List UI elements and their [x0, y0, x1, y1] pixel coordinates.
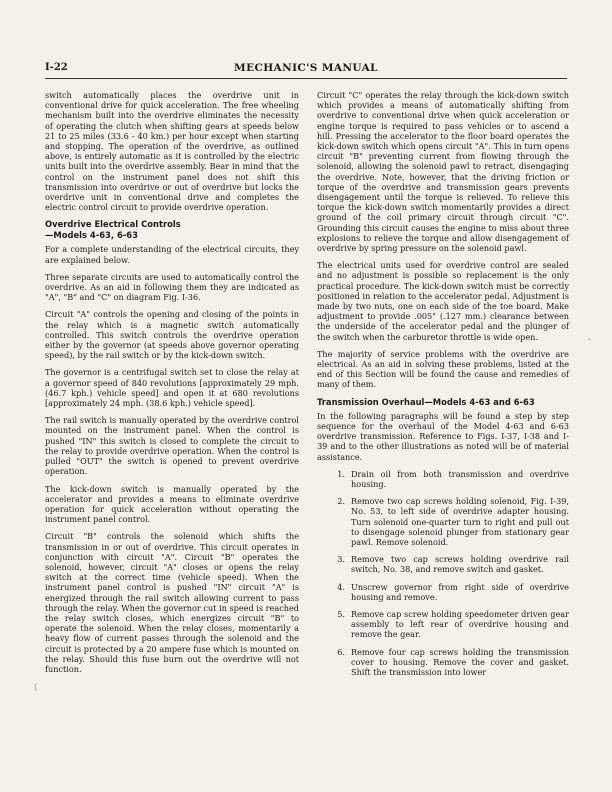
header-rule [45, 78, 567, 79]
list-item [317, 469, 569, 489]
paragraph: The kick-down switch is manually operated by the accelerator and provides a means to eliminate overdrive operation for quick acceleration without operating the instrument panel control. [45, 483, 299, 525]
paragraph: Circuit "B" controls the solenoid which shifts the transmission in or out of overdrive. This circuit operates in conjunction with circuit "A". Circuit "B" operates the solenoid, however, circuit "A" closes or opens the relay switch at the correct time (vehicle speed). When the instrument panel control is pushed "IN" circuit "A" is energized through the rail switch allowing current to pass through the relay. When the governor cut in speed is reached the relay switch closes, which energizes circuit "B" to operate the solenoid. When the relay closes, momentarily a heavy flow of current passes through the solenoid and the circuit is protected by a 20 ampere fuse which is mounted on the relay. Should this fuse burn out the overdrive will not function. [45, 531, 299, 674]
paragraph: Circuit "A" controls the opening and closing of the points in the relay which is a magnetic switch automatically controlled. This switch controls the overdrive operation either by the governor (at speeds above governor operating speed), by the rail switch or by the kick-down switch. [45, 309, 299, 361]
step-text: Remove four cap screws holding the transmission cover to housing. Remove the cover and gasket. Shift the transmission into lower [351, 646, 569, 677]
heading-subline: —Models 4-63, 6-63 [45, 230, 138, 241]
list-item [317, 582, 569, 602]
section-heading-electrical-controls [45, 219, 299, 241]
right-column [317, 90, 569, 684]
step-text: Remove two cap screws holding solenoid, Fig. I-39, No. 53, to left side of overdrive adapter housing. Turn solenoid one-quarter turn to right and pull out to disengage solenoid plunger from stationary gear pawl. Remove solenoid. [351, 496, 569, 547]
overhaul-steps-list [317, 469, 569, 677]
list-item [317, 496, 569, 547]
step-text: Remove two cap screws holding overdrive rail switch, No. 38, and remove switch and gasket. [351, 554, 569, 575]
paragraph: The electrical units used for overdrive control are sealed and no adjustment is possible so replacement is the only practical procedure. The kick-down switch must be correctly positioned in relation to the accelerator pedal. Adjustment is made by two nuts, one on each side of the toe board. Make adjustment to provide .005" (.127 mm.) clearance between the underside of the accelerator pedal and the plunger of the switch when the carburetor throttle is wide open. [317, 260, 569, 342]
step-text: Unscrew governor from right side of overdrive housing and remove. [351, 581, 569, 602]
step-number: 4. [337, 581, 345, 592]
heading-line: Overdrive Electrical Controls [45, 219, 181, 230]
paragraph: In the following paragraphs will be found a step by step sequence for the overhaul of the Model 4-63 and 6-63 overdrive transmission. Reference to Figs. I-37, I-38 and I-39 and to the other illustrations as noted will be of material assistance. [317, 410, 569, 462]
step-number: 2. [337, 496, 345, 507]
list-item [317, 647, 569, 678]
paragraph: switch automatically places the overdrive unit in conventional drive for quick acceleration. The free wheeling mechanism built into the overdrive eliminates the necessity of operating the clutch when shifting gears at speeds below 21 to 25 miles (33.6 - 40 km.) per hour except when starting and stopping. The operation of the overdrive, as outlined above, is entirely automatic as it is controlled by the electric units built into the overdrive assembly. Bear in mind that the control on the instrument panel does not shift this transmission into overdrive or out of overdrive but locks the overdrive unit in conventional drive and completes the electric control circuit to provide overdrive operation. [45, 90, 299, 213]
running-header-title: MECHANIC'S MANUAL [234, 62, 378, 74]
paragraph: For a complete understanding of the electrical circuits, they are explained below. [45, 244, 299, 265]
left-column [45, 90, 299, 681]
list-item [317, 609, 569, 640]
paragraph: Circuit "C" operates the relay through the kick-down switch which provides a means of automatically shifting from overdrive to conventional drive when quick acceleration or engine torque is required to pass vehicles or to ascend a hill. Pressing the accelerator to the floor board operates the kick-down switch which opens circuit "A". This in turn opens circuit "B" preventing current from flowing through the solenoid, allowing the solenoid pawl to retract, disengaging the overdrive. Note, however, that the driving friction or torque of the overdrive and transmission gears prevents disengagement until the torque is relieved. To relieve this torque the kick-down switch momentarily provides a direct ground of the coil primary circuit through circuit "C". Grounding this circuit causes the engine to miss about three explosions to relieve the torque and allow disengagement of overdrive by spring pressure on the solenoid pawl. [317, 90, 569, 254]
page-number: I-22 [45, 62, 68, 73]
step-text: Drain oil from both transmission and overdrive housing. [351, 468, 569, 489]
paragraph: The rail switch is manually operated by the overdrive control mounted on the instrument panel. When the control is pushed "IN" this switch is closed to complete the circuit to the relay to provide overdrive operation. When the control is pulled "OUT" the switch is opened to prevent overdrive operation. [45, 415, 299, 477]
step-number: 6. [337, 646, 345, 657]
step-number: 3. [337, 554, 345, 565]
step-number: 1. [337, 468, 345, 479]
step-number: 5. [337, 608, 345, 619]
paragraph: The governor is a centrifugal switch set to close the relay at a governor speed of 840 revolutions [approximately 29 mph. (46.7 kph.) vehicle speed] and open it at 680 revolutions [approximately 24 mph. (38.6 kph.) vehicle speed]. [45, 367, 299, 409]
scan-speck: ' [588, 338, 591, 348]
step-text: Remove cap screw holding speedometer driven gear assembly to left rear of overdrive housing and remove the gear. [351, 608, 569, 640]
section-heading-transmission-overhaul: Transmission Overhaul—Models 4-63 and 6-63 [317, 396, 535, 407]
paragraph: The majority of service problems with the overdrive are electrical. As an aid in solving these problems, listed at the end of this Section will be found the cause and remedies of many of them. [317, 348, 569, 390]
list-item [317, 554, 569, 574]
paragraph: Three separate circuits are used to automatically control the overdrive. As an aid in following them they are indicated as "A", "B" and "C" on diagram Fig. I-36. [45, 271, 299, 303]
scan-speck: ( [34, 683, 38, 693]
